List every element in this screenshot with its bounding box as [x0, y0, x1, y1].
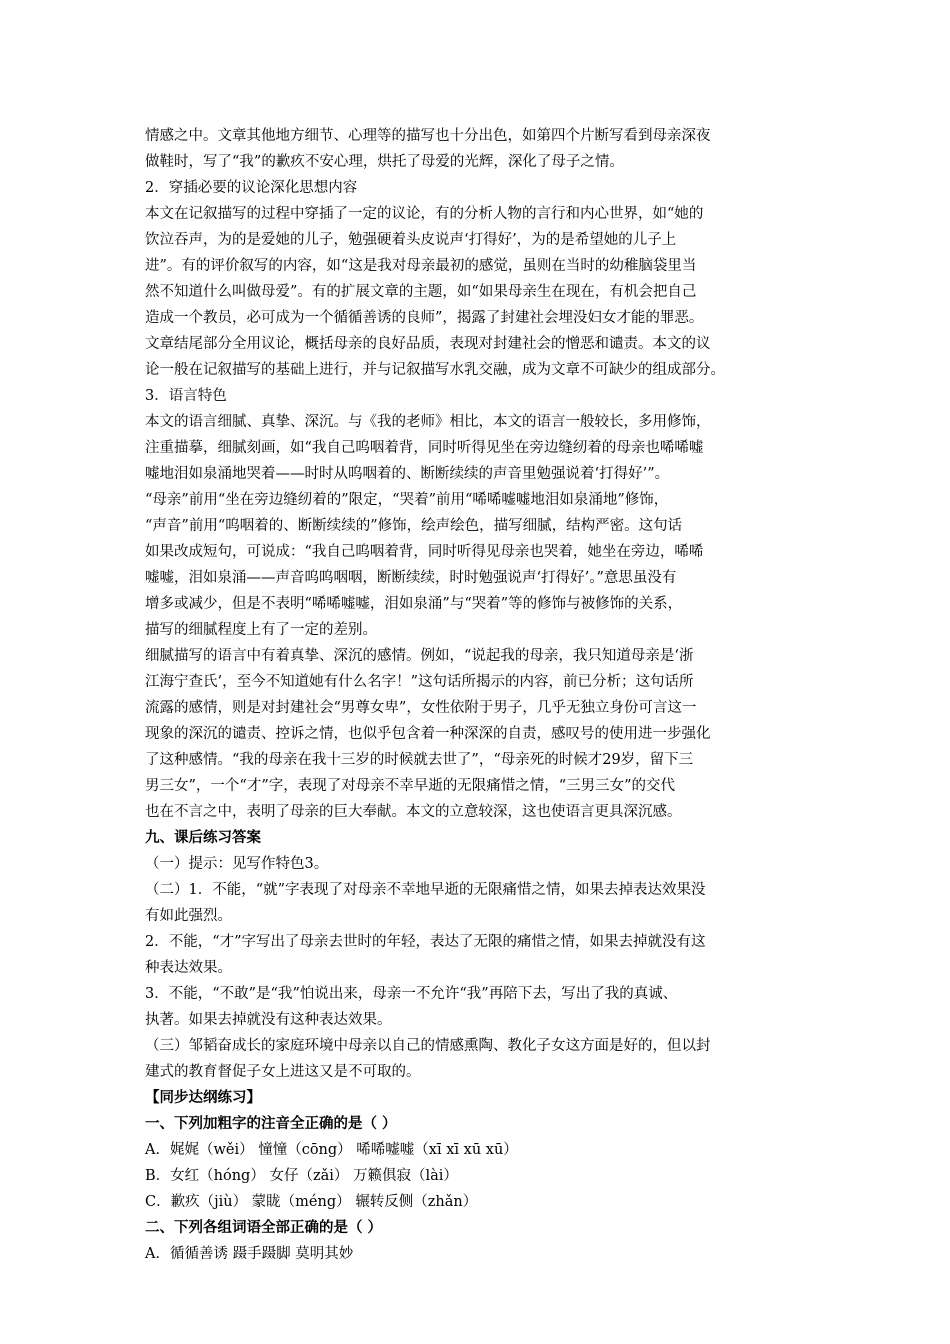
text-line: 流露的感情，则是对封建社会“男尊女卑”，女性依附于男子，几乎无独立身份可言这一: [145, 700, 697, 716]
text-line: 描写的细腻程度上有了一定的差别。: [145, 622, 377, 638]
text-line: 现象的深沉的谴责、控诉之情，也似乎包含着一种深深的自责，感叹号的使用进一步强化: [145, 726, 711, 742]
document-page: [145, 123, 815, 1267]
text-line: 嘘地泪如泉涌地哭着——时时从呜咽着的、断断续续的声音里勉强说着‘打得好’”。: [145, 466, 670, 482]
text-line: 饮泣吞声，为的是爱她的儿子，勉强硬着头皮说声‘打得好’，为的是希望她的儿子上: [145, 232, 677, 248]
text-line: “母亲”前用“坐在旁边缝纫着的”限定，“哭着”前用“唏唏嘘嘘地泪如泉涌地”修饰，: [145, 492, 669, 508]
answer-option: B．女红（hóng） 女仔（zǎi） 万籁俱寂（lài）: [145, 1168, 458, 1184]
section-heading: 3．语言特色: [145, 388, 227, 404]
text-line: 论一般在记叙描写的基础上进行，并与记叙描写水乳交融，成为文章不可缺少的组成部分。: [145, 362, 725, 378]
question-heading: 一、下列加粗字的注音全正确的是（ ）: [145, 1116, 397, 1132]
text-line: 男三女”，一个“才”字，表现了对母亲不幸早逝的无限痛惜之情，“三男三女”的交代: [145, 778, 676, 794]
text-line: （二）1．不能，“就”字表现了对母亲不幸地早逝的无限痛惜之情，如果去掉表达效果没: [145, 882, 706, 898]
text-line: （一）提示：见写作特色3。: [145, 856, 329, 872]
text-line: 种表达效果。: [145, 960, 232, 976]
text-line: 做鞋时，写了“我”的歉疚不安心理，烘托了母爱的光辉，深化了母子之情。: [145, 154, 624, 170]
section-heading-exercises: 【同步达纲练习】: [145, 1090, 261, 1106]
answer-option: A．循循善诱 蹑手蹑脚 莫明其妙: [145, 1246, 354, 1262]
text-line: 如果改成短句，可说成：“我自己呜咽着背，同时听得见母亲也哭着，她坐在旁边，唏唏: [145, 544, 704, 560]
text-line: 注重描摹，细腻刻画，如“我自己呜咽着背，同时听得见坐在旁边缝纫着的母亲也唏唏嘘: [145, 440, 704, 456]
text-line: 3．不能，“不敢”是“我”怕说出来，母亲一不允许“我”再陪下去，写出了我的真诚、: [145, 986, 678, 1002]
text-line: （三）邹韬奋成长的家庭环境中母亲以自己的情感熏陶、教化子女这方面是好的，但以封: [145, 1038, 711, 1054]
text-line: 增多或减少，但是不表明“唏唏嘘嘘，泪如泉涌”与“哭着”等的修饰与被修饰的关系，: [145, 596, 683, 612]
section-heading: 2．穿插必要的议论深化思想内容: [145, 180, 358, 196]
text-line: 情感之中。文章其他地方细节、心理等的描写也十分出色，如第四个片断写看到母亲深夜: [145, 128, 711, 144]
section-heading-answers: 九、课后练习答案: [145, 830, 261, 846]
text-line: 嘘嘘，泪如泉涌——声音呜呜咽咽，断断续续，时时勉强说声‘打得好’。”意思虽没有: [145, 570, 677, 586]
text-line: 了这种感情。“我的母亲在我十三岁的时候就去世了”，“母亲死的时候才29岁，留下三: [145, 752, 694, 768]
text-line: “声音”前用“呜咽着的、断断续续的”修饰，绘声绘色，描写细腻，结构严密。这句话: [145, 518, 683, 534]
text-line: 2．不能，“才”字写出了母亲去世时的年轻，表达了无限的痛惜之情，如果去掉就没有这: [145, 934, 706, 950]
text-line: 本文在记叙描写的过程中穿插了一定的议论，有的分析人物的言行和内心世界，如“她的: [145, 206, 704, 222]
text-line: 细腻描写的语言中有着真挚、深沉的感情。例如，“说起我的母亲，我只知道母亲是‘浙: [145, 648, 694, 664]
text-line: 执著。如果去掉就没有这种表达效果。: [145, 1012, 392, 1028]
answer-option: C．歉疚（jiù） 蒙眬（méng） 辗转反侧（zhǎn）: [145, 1194, 478, 1210]
text-line: 本文的语言细腻、真挚、深沉。与《我的老师》相比，本文的语言一般较长，多用修饰，: [145, 414, 711, 430]
question-heading: 二、下列各组词语全部正确的是（ ）: [145, 1220, 383, 1236]
text-line: 江海宁查氏’，至今不知道她有什么名字！”这句话所揭示的内容，前已分析；这句话所: [145, 674, 694, 690]
text-line: 然不知道什么叫做母爱”。有的扩展文章的主题，如“如果母亲生在现在，有机会把自己: [145, 284, 697, 300]
text-line: 也在不言之中，表明了母亲的巨大奉献。本文的立意较深，这也使语言更具深沉感。: [145, 804, 682, 820]
text-line: 进”。有的评价叙写的内容，如“这是我对母亲最初的感觉，虽则在当时的幼稚脑袋里当: [145, 258, 697, 274]
text-line: 造成一个教员，必可成为一个循循善诱的良师”，揭露了封建社会埋没妇女才能的罪恶。: [145, 310, 704, 326]
text-line: 有如此强烈。: [145, 908, 232, 924]
text-line: 建式的教育督促子女上进这又是不可取的。: [145, 1064, 421, 1080]
text-line: 文章结尾部分全用议论，概括母亲的良好品质，表现对封建社会的憎恶和谴责。本文的议: [145, 336, 711, 352]
answer-option: A．娓娓（wěi） 憧憧（cōng） 唏唏嘘嘘（xī xī xū xū）: [145, 1142, 518, 1158]
